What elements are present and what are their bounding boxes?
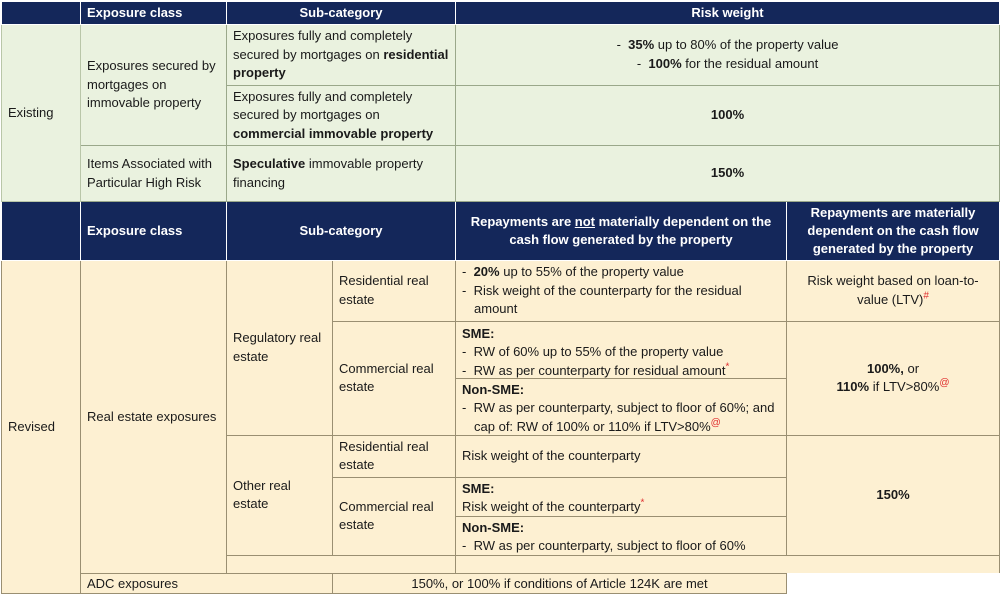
existing-header-row: [2, 2, 1000, 25]
existing-row-residential: [2, 25, 1000, 86]
revised-adc-value: 150%, or 100% if conditions of Article 124K are met: [333, 573, 787, 593]
existing-sub-speculative-bold: Speculative: [233, 156, 306, 171]
asterisk-mark: *: [725, 361, 730, 373]
reg-commercial-sme-line1: - RW of 60% up to 55% of the property value: [462, 344, 724, 359]
header-risk-weight: Risk weight: [456, 2, 1000, 25]
revised-reg-commercial-nd: [456, 321, 787, 435]
existing-rw-residential-line2: - 100% for the residual amount: [636, 55, 819, 71]
existing-rw-commercial: 100%: [456, 85, 1000, 146]
existing-sub-commercial-bold: commercial immovable property: [233, 125, 434, 141]
reg-residential-nd-line1: - 20% up to 55% of the property value: [462, 264, 684, 279]
header2-exposure-class: Exposure class: [81, 202, 227, 261]
existing-row-high-risk: [2, 146, 1000, 202]
existing-rw-residential-line1: - 35% up to 80% of the property value: [616, 37, 839, 53]
revised-other-commercial-nd: [456, 477, 787, 555]
other-commercial-sme-line: Risk weight of the counterparty*: [462, 497, 645, 514]
reg-commercial-nonsme-title: Non-SME:: [462, 381, 525, 397]
revised-regulatory-label: Regulatory real estate: [227, 261, 333, 436]
existing-sub-speculative-text: immovable property financing: [233, 156, 424, 190]
risk-weight-table: [1, 1, 1000, 594]
revised-reg-commercial-dep: [787, 321, 1000, 435]
other-commercial-sme-block: [456, 478, 786, 517]
other-commercial-nonsme-title: Non-SME:: [462, 519, 525, 535]
reg-commercial-dep-line1: 100%, or: [866, 360, 920, 376]
revised-header-row: [2, 202, 1000, 261]
reg-commercial-nonsme-block: [456, 379, 786, 434]
existing-rw-residential: [456, 25, 1000, 86]
existing-sub-speculative: [227, 146, 456, 202]
header2-sub-category: Sub-category: [227, 202, 456, 261]
existing-class-mortgages: Exposures secured by mortgages on immovable property: [81, 25, 227, 146]
revised-reg-residential-dep: Risk weight based on loan-to-value (LTV)#: [787, 261, 1000, 322]
revised-other-residential-label: Residential real estate: [333, 435, 456, 477]
existing-sub-commercial: [227, 85, 456, 146]
existing-sub-residential-text: Exposures fully and completely secured by mortgages on: [233, 28, 413, 62]
at-mark-dep: @: [939, 377, 950, 389]
header-exposure-class: Exposure class: [81, 2, 227, 25]
reg-commercial-sme-block: [456, 323, 786, 379]
header2-not-dependent: Repayments are not materially dependent on the cash flow generated by the property: [456, 202, 787, 261]
revised-class-real-estate: Real estate exposures: [81, 261, 227, 574]
hash-mark: #: [923, 290, 929, 302]
existing-label: Existing: [2, 25, 81, 202]
reg-commercial-dep-line2: 110% if LTV>80%@: [836, 377, 950, 394]
header2-dependent: Repayments are materially dependent on the cash flow generated by the property: [787, 202, 1000, 261]
other-commercial-nonsme-block: [456, 517, 786, 555]
header2-blank-cell: [2, 202, 81, 261]
header-sub-category: Sub-category: [227, 2, 456, 25]
header2-not-word: not: [574, 214, 596, 229]
revised-reg-residential-label: Residential real estate: [333, 261, 456, 322]
revised-reg-commercial-label: Commercial real estate: [333, 321, 456, 435]
reg-commercial-sme-line2: - RW as per counterparty for residual amount*: [462, 361, 730, 378]
revised-other-residential-nd: Risk weight of the counterparty: [456, 435, 787, 477]
existing-sub-residential: [227, 25, 456, 86]
reg-commercial-nonsme-line: - RW as per counterparty, subject to floor of 60%; and cap of: RW of 100% or 110% if LTV>80%@: [462, 400, 775, 434]
other-commercial-nonsme-line: - RW as per counterparty, subject to floor of 60%: [462, 538, 746, 553]
revised-other-commercial-label: Commercial real estate: [333, 477, 456, 555]
revised-reg-residential-nd: [456, 261, 787, 322]
existing-class-high-risk: Items Associated with Particular High Risk: [81, 146, 227, 202]
asterisk-mark-2: *: [640, 497, 645, 509]
revised-row-adc: [2, 573, 1000, 593]
header-blank-cell: [2, 2, 81, 25]
reg-commercial-sme-title: SME:: [462, 325, 495, 341]
existing-sub-residential-bold: residential property: [233, 46, 449, 80]
other-commercial-sme-title: SME:: [462, 480, 495, 496]
revised-row-reg-residential: [2, 261, 1000, 322]
revised-other-dep: 150%: [787, 435, 1000, 555]
existing-sub-commercial-text: Exposures fully and completely secured by mortgages on: [233, 88, 413, 122]
revised-adc-label: ADC exposures: [81, 573, 333, 593]
revised-other-label: Other real estate: [227, 435, 333, 555]
revised-label: Revised: [2, 261, 81, 594]
at-mark: @: [710, 417, 721, 429]
reg-residential-nd-line2: - Risk weight of the counterparty for the residual amount: [462, 282, 742, 316]
risk-weight-table-container: [0, 1, 1000, 591]
existing-rw-high-risk: 150%: [456, 146, 1000, 202]
